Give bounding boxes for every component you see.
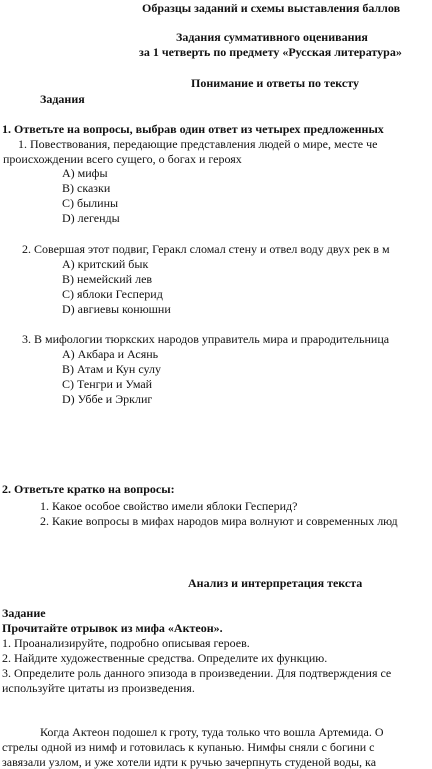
- section-title-understanding: Понимание и ответы по тексту: [191, 76, 359, 90]
- section-title-analysis: Анализ и интерпретация текста: [188, 576, 363, 590]
- q1-heading: 1. Ответьте на вопросы, выбрав один ответ из четырех предложенных: [2, 122, 384, 136]
- answer-option: B) сказки: [62, 181, 111, 195]
- short-question: 2. Какие вопросы в мифах народов мира волнуют и современных люд: [40, 514, 398, 528]
- analysis-item: 2. Найдите художественные средства. Определите их функцию.: [2, 651, 328, 665]
- answer-option: D) легенды: [62, 211, 120, 225]
- answer-option: D) авгиевы конюшни: [62, 302, 171, 316]
- analysis-item: 3. Определите роль данного эпизода в произведении. Для подтверждения се: [2, 666, 392, 680]
- answer-option: A) Акбара и Асянь: [62, 347, 159, 361]
- short-question: 1. Какое особое свойство имели яблоки Гесперид?: [40, 499, 298, 513]
- passage-line: стрелы одной из нимф и готовилась к купанью. Нимфы сняли с богини с: [2, 740, 375, 754]
- q2-heading: 2. Ответьте кратко на вопросы:: [2, 482, 175, 496]
- answer-option: B) Атам и Кун сулу: [62, 362, 161, 376]
- passage-line: Когда Актеон подошел к гроту, туда только что вошла Артемида. О: [40, 725, 384, 739]
- tasks-label: Задания: [40, 92, 85, 106]
- answer-option: C) былины: [62, 196, 119, 210]
- passage-line: завязали узлом, и уже хотели идти к ручью зачерпнуть студеной воды, ка: [2, 755, 377, 769]
- task-label: Задание: [2, 606, 46, 620]
- question-text: 3. В мифологии тюркских народов управитель мира и прародительница: [22, 332, 390, 346]
- answer-option: C) яблоки Гесперид: [62, 287, 163, 301]
- answer-option: C) Тенгри и Умай: [62, 377, 153, 391]
- analysis-item-cont: используйте цитаты из произведения.: [2, 681, 195, 695]
- doc-title: Образцы заданий и схемы выставления баллов: [142, 1, 401, 15]
- doc-subtitle: Задания суммативного оценивания: [176, 30, 368, 44]
- analysis-item: 1. Проанализируйте, подробно описывая героев.: [2, 636, 250, 650]
- question-text-cont: происхождении всего сущего, о богах и героях: [3, 152, 242, 166]
- question-text: 1. Повествования, передающие представления людей о мире, месте че: [18, 137, 378, 151]
- answer-option: B) немейский лев: [62, 272, 153, 286]
- doc-subtitle-quarter: за 1 четверть по предмету «Русская литература»: [139, 45, 402, 59]
- answer-option: D) Уббе и Эрклиг: [62, 392, 153, 406]
- answer-option: A) критский бык: [62, 257, 149, 271]
- question-text: 2. Совершая этот подвиг, Геракл сломал стену и отвел воду двух рек в м: [22, 242, 390, 256]
- reading-instruction: Прочитайте отрывок из мифа «Актеон».: [2, 621, 223, 635]
- answer-option: A) мифы: [62, 166, 108, 180]
